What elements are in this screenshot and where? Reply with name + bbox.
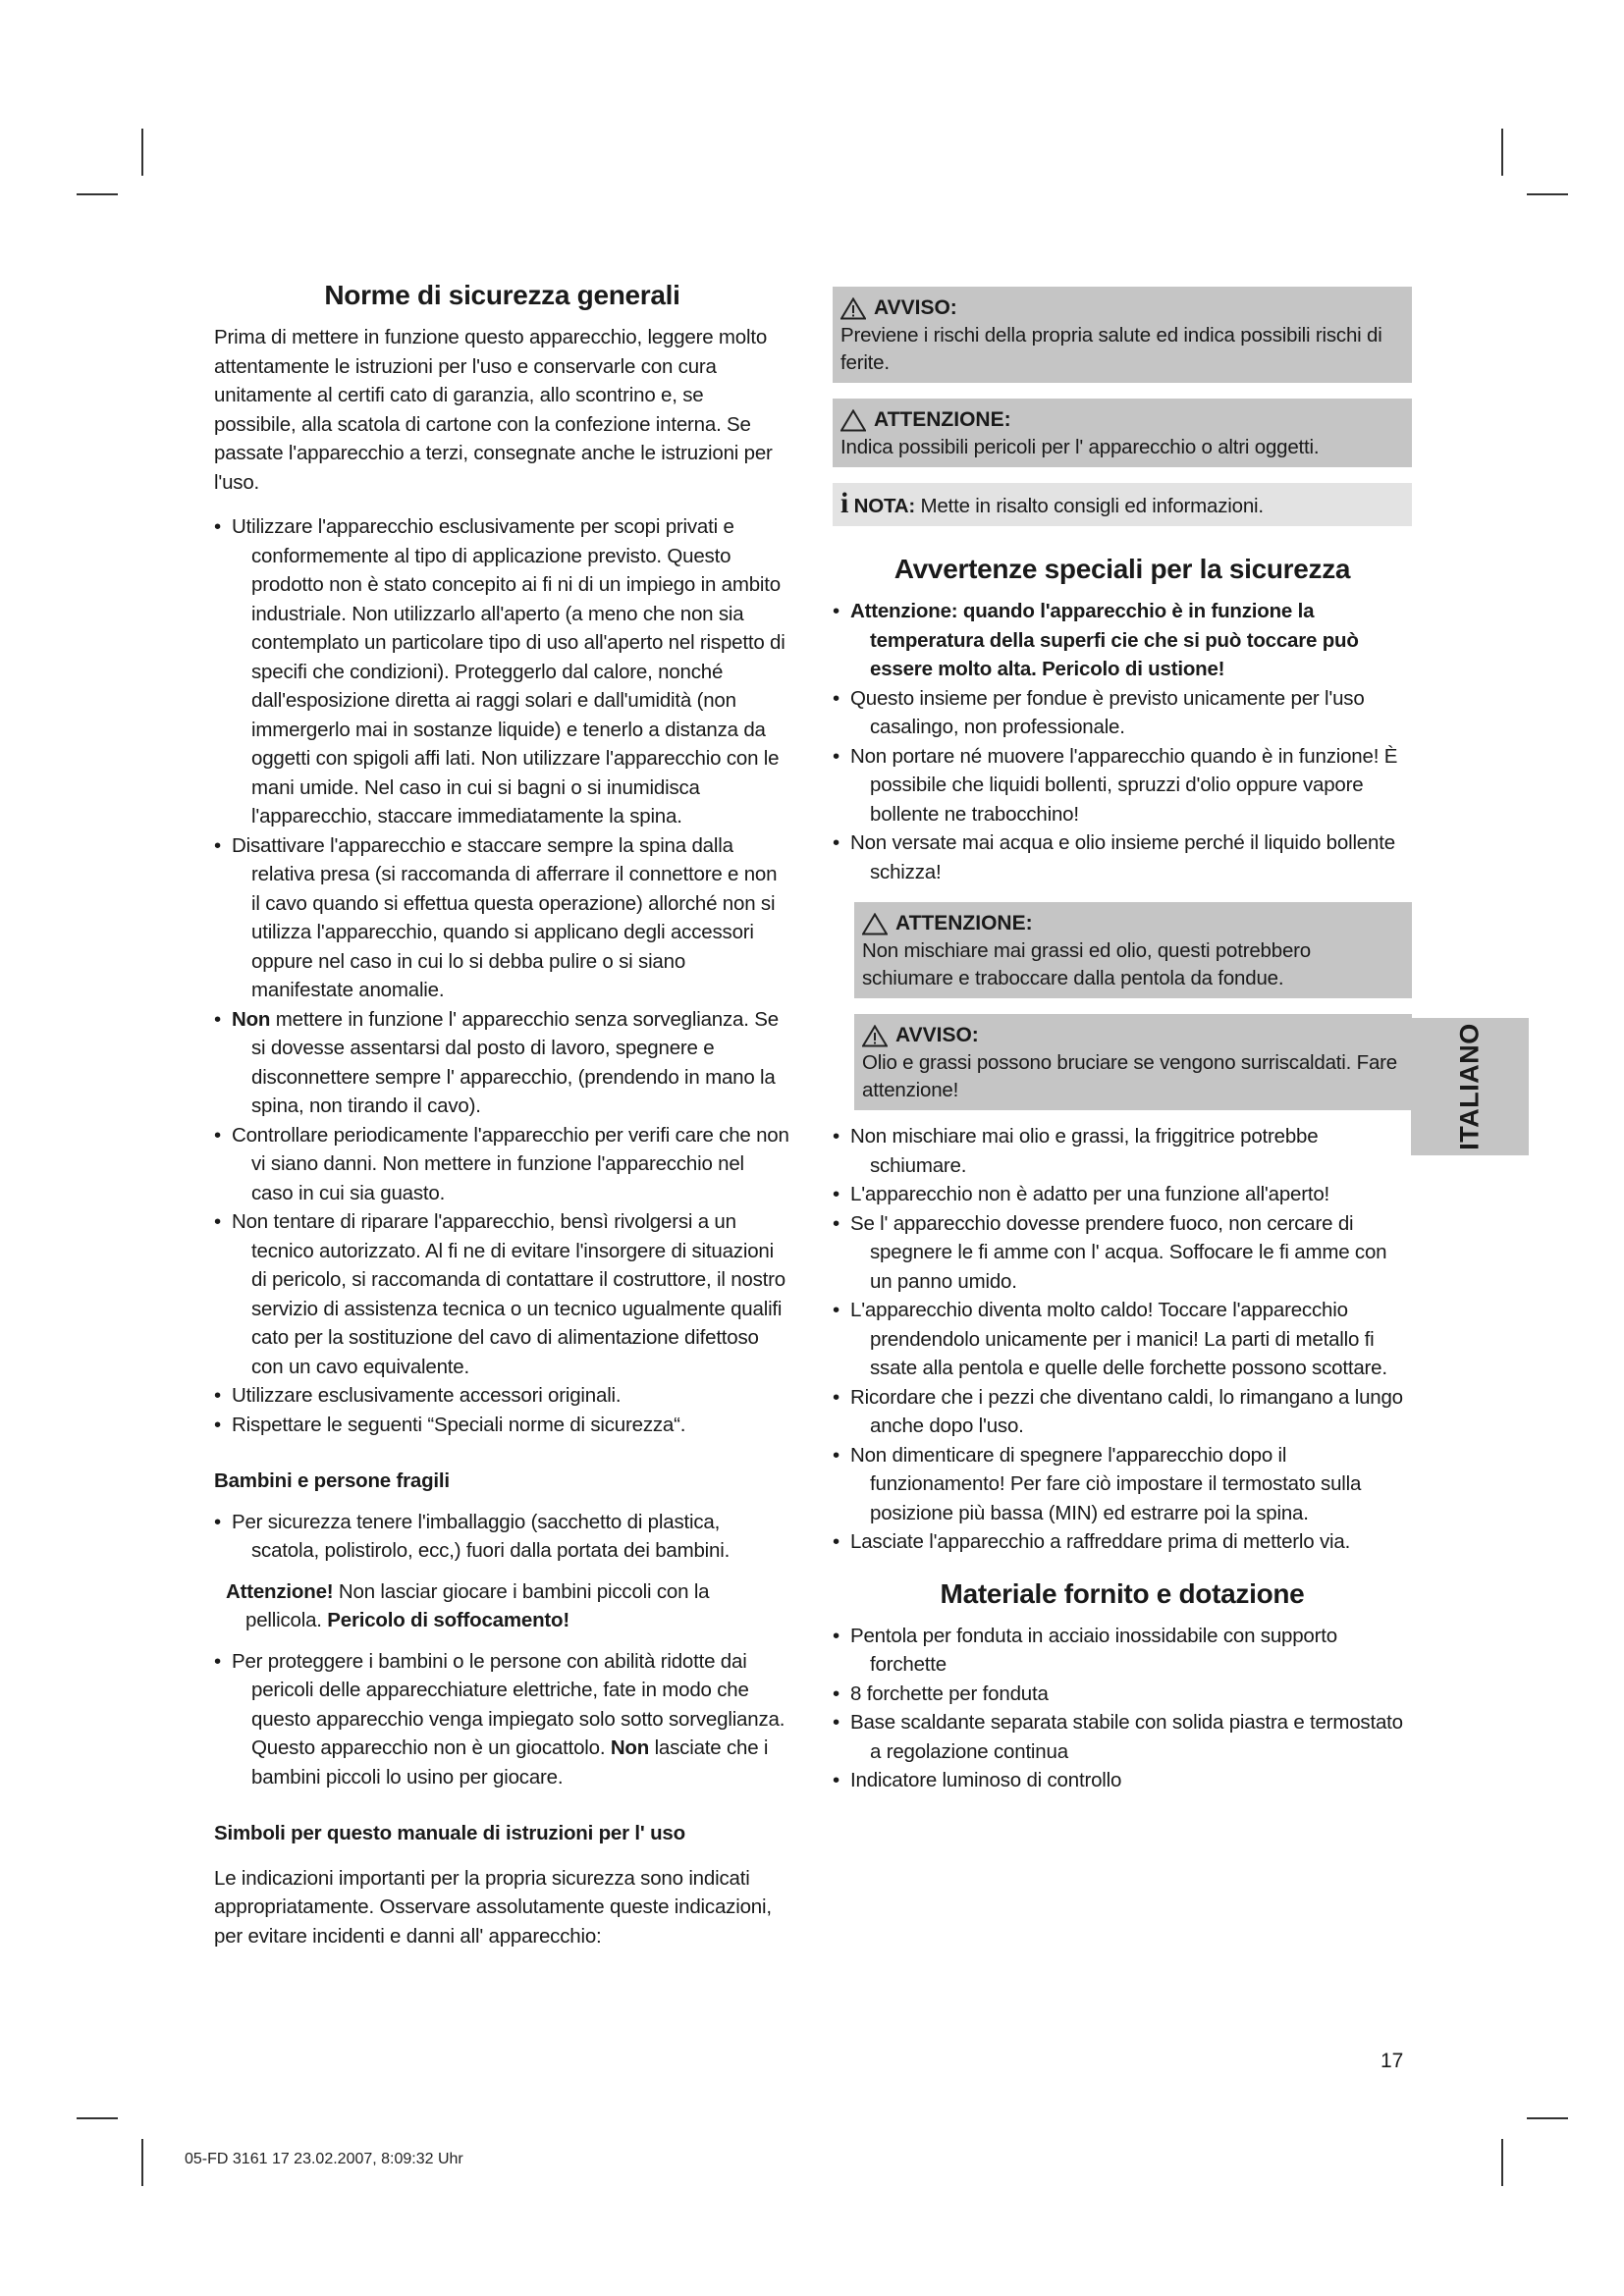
crop-mark (141, 2139, 143, 2186)
nota-box (833, 483, 1412, 526)
material-title: Materiale fornito e dotazione (940, 1577, 1305, 1609)
suffocation-note (214, 1577, 790, 1635)
nota-body: Mette in risalto consigli ed informazioni. (915, 495, 1264, 517)
intro-paragraph: Prima di mettere in funzione questo apparecchio, leggere molto attentamente le istruzioni per l'uso e conservarle con cura unitamente al certifi cato di garanzia, allo scontrino e, se possibile, alla scatola di cartone con la confezione interna. Se passate l'apparecchio a terzi, consegnate anche le istruzioni per l'uso. (214, 326, 773, 494)
list-item: • Controllare periodicamente l'apparecchio per verifi care che non vi siano danni. Non mettere in funzione l'apparecchio nel caso in cui sia guasto. (214, 1121, 790, 1208)
crop-mark (1501, 129, 1503, 176)
special-list-2 (833, 1122, 1412, 1557)
nota-text (840, 487, 1404, 520)
material-list (833, 1622, 1412, 1795)
attenzione-title-row (862, 910, 1404, 937)
crop-mark (141, 129, 143, 176)
list-item (833, 597, 1412, 684)
language-tab-label: ITALIANO (1454, 1023, 1485, 1150)
attenzione-title: ATTENZIONE: (874, 408, 1011, 431)
children-list (214, 1508, 790, 1566)
note-bold: Pericolo di soffocamento! (327, 1609, 569, 1631)
attenzione-text: Indica possibili pericoli per l' apparecchio o altri oggetti. (840, 436, 1320, 458)
avviso-text: Previene i rischi della propria salute ed indica possibili rischi di ferite. (840, 324, 1382, 374)
symbols-heading: Simboli per questo manuale di istruzioni per l' uso (214, 1822, 685, 1844)
list-item: • Non versate mai acqua e olio insieme perché il liquido bollente schizza! (833, 828, 1412, 886)
crop-mark (77, 193, 118, 195)
list-item: • Base scaldante separata stabile con solida piastra e termostato a regolazione continua (833, 1708, 1412, 1766)
safety-list (214, 512, 790, 1439)
list-item: • Pentola per fonduta in acciaio inossidabile con supporto forchette (833, 1622, 1412, 1680)
crop-mark (77, 2117, 118, 2119)
caution-triangle-icon (840, 409, 866, 432)
list-item: • Utilizzare esclusivamente accessori originali. (214, 1381, 790, 1411)
warning-triangle-icon (862, 1025, 888, 1047)
children-heading: Bambini e persone fragili (214, 1469, 450, 1492)
list-item: • Rispettare le seguenti “Speciali norme di sicurezza“. (214, 1411, 790, 1440)
children-list-2 (214, 1647, 790, 1792)
info-icon: i (840, 487, 849, 519)
bold-non: Non (610, 1736, 650, 1759)
avviso-title-row (862, 1022, 1404, 1049)
attenzione-text: Non mischiare mai grassi ed olio, questi potrebbero schiumare e traboccare dalla pentola da fondue. (862, 939, 1311, 989)
list-item: • Non tentare di riparare l'apparecchio, bensì rivolgersi a un tecnico autorizzato. Al fi ne di evitare l'insorgere di situazioni di pericolo, si raccomanda di contattare il costruttore, il nostro servizio di assistenza tecnica o un tecnico ugualmente qualifi cato per la sostituzione del cavo di alimentazione difettoso con un cavo equivalente. (214, 1207, 790, 1381)
symbols-paragraph: Le indicazioni importanti per la propria sicurezza sono indicati appropriatamente. Osservare assolutamente queste indicazioni, per evitare incidenti e danni all' apparecchio: (214, 1866, 772, 1948)
list-item: • L'apparecchio non è adatto per una funzione all'aperto! (833, 1180, 1412, 1209)
burn-warning: Attenzione: quando l'apparecchio è in funzione la temperatura della superfi cie che si può toccare può essere molto alta. Pericolo di ustione! (850, 600, 1359, 680)
list-item: • Disattivare l'apparecchio e staccare sempre la spina dalla relativa presa (si raccomanda di afferrare il connettore e non il cavo quando si effettua questa operazione) allorché non si utilizza l'apparecchio, quando si applicano degli accessori oppure nel caso in cui lo si debba pulire o si siano manifestate anomalie. (214, 831, 790, 1005)
avviso-title: AVVISO: (874, 296, 957, 319)
list-item: • Lasciate l'apparecchio a raffreddare prima di metterlo via. (833, 1527, 1412, 1557)
special-safety-title: Avvertenze speciali per la sicurezza (893, 554, 1351, 584)
list-item: • Non portare né muovere l'apparecchio quando è in funzione! È possibile che liquidi bollenti, spruzzi d'olio oppure vapore bollente ne trabocchino! (833, 742, 1412, 829)
attenzione-title: ATTENZIONE: (895, 912, 1033, 934)
crop-mark (1527, 2117, 1568, 2119)
list-item: • Non dimenticare di spegnere l'apparecchio dopo il funzionamento! Per fare ciò impostare il termostato sulla posizione più bassa (MIN) ed estrarre poi la spina. (833, 1441, 1412, 1528)
list-item-text: lasciate che i bambini piccoli lo usino per giocare. (251, 1736, 769, 1789)
avviso-box (833, 287, 1412, 383)
list-item-text: mettere in funzione l' apparecchio senza sorveglianza. Se si dovesse assentarsi dal posto di lavoro, spegnere e disconnettere sempre l' apparecchio, (prendendo in mano la spina, non tirando il cavo). (251, 1007, 779, 1117)
list-item: • Per sicurezza tenere l'imballaggio (sacchetto di plastica, scatola, polistirolo, ecc,) fuori dalla portata dei bambini. (214, 1508, 790, 1566)
avviso-title: AVVISO: (895, 1024, 979, 1046)
avviso-text: Olio e grassi possono bruciare se vengono surriscaldati. Fare attenzione! (862, 1051, 1397, 1101)
warning-triangle-icon (840, 297, 866, 320)
list-item (214, 1647, 790, 1792)
crop-mark (1527, 193, 1568, 195)
caution-triangle-icon (862, 913, 888, 935)
bold-non: Non (232, 1007, 271, 1031)
list-item: • 8 forchette per fonduta (833, 1680, 1412, 1709)
list-item: • Questo insieme per fondue è previsto unicamente per l'uso casalingo, non professionale. (833, 684, 1412, 742)
general-safety-title: Norme di sicurezza generali (324, 280, 680, 310)
right-column (833, 287, 1412, 1795)
list-item: • Utilizzare l'apparecchio esclusivamente per scopi privati e conformemente al tipo di applicazione previsto. Questo prodotto non è stato concepito ai fi ni di un impiego in ambito industriale. Non utilizzarlo all'aperto (a meno che non sia contemplato un particolare tipo di uso all'aperto nel rispetto di specifi che condizioni). Proteggerlo dal calore, nonché dall'esposizione diretta ai raggi solari e dall'umidità (non immergerlo mai in sostanze liquide) e tenerlo a distanza da oggetti con spigoli affi lati. Non utilizzare l'apparecchio con le mani umide. Nel caso in cui si bagni o si inumidisca l'apparecchio, staccare immediatamente la spina. (214, 512, 790, 831)
attenzione-box (833, 399, 1412, 467)
list-item: • L'apparecchio diventa molto caldo! Toccare l'apparecchio prendendolo unicamente per i manici! La parti di metallo fi ssate alla pentola e quelle delle forchette possono scottare. (833, 1296, 1412, 1383)
nota-label: NOTA: (853, 495, 916, 517)
list-item-text: Per proteggere i bambini o le persone con abilità ridotte dai pericoli delle apparecchiature elettriche, fate in modo che questo apparecchio venga impiegato solo sotto sorveglianza. Questo apparecchio non è un giocattolo. (232, 1649, 785, 1759)
crop-mark (1501, 2139, 1503, 2186)
list-item: • Indicatore luminoso di controllo (833, 1766, 1412, 1795)
avviso-title-row (840, 294, 1404, 322)
attenzione-title-row (840, 406, 1404, 434)
list-item: • Ricordare che i pezzi che diventano caldi, lo rimangano a lungo anche dopo l'uso. (833, 1383, 1412, 1441)
page-number: 17 (1380, 2050, 1404, 2072)
list-item (214, 1005, 790, 1121)
language-tab (1411, 1018, 1529, 1155)
note-bold: Attenzione! (226, 1579, 334, 1603)
list-item: • Se l' apparecchio dovesse prendere fuoco, non cercare di spegnere le fi amme con l' acqua. Soffocare le fi amme con un panno umido. (833, 1209, 1412, 1297)
note-text: Non lasciar giocare i bambini piccoli con la pellicola. (245, 1579, 710, 1631)
print-footer: 05-FD 3161 17 23.02.2007, 8:09:32 Uhr (185, 2151, 463, 2167)
left-column (214, 280, 790, 1950)
special-list (833, 597, 1412, 886)
suffocation-note-text (226, 1577, 790, 1635)
attenzione-box-2 (854, 902, 1412, 998)
list-item: • Non mischiare mai olio e grassi, la friggitrice potrebbe schiumare. (833, 1122, 1412, 1180)
avviso-box-2 (854, 1014, 1412, 1110)
